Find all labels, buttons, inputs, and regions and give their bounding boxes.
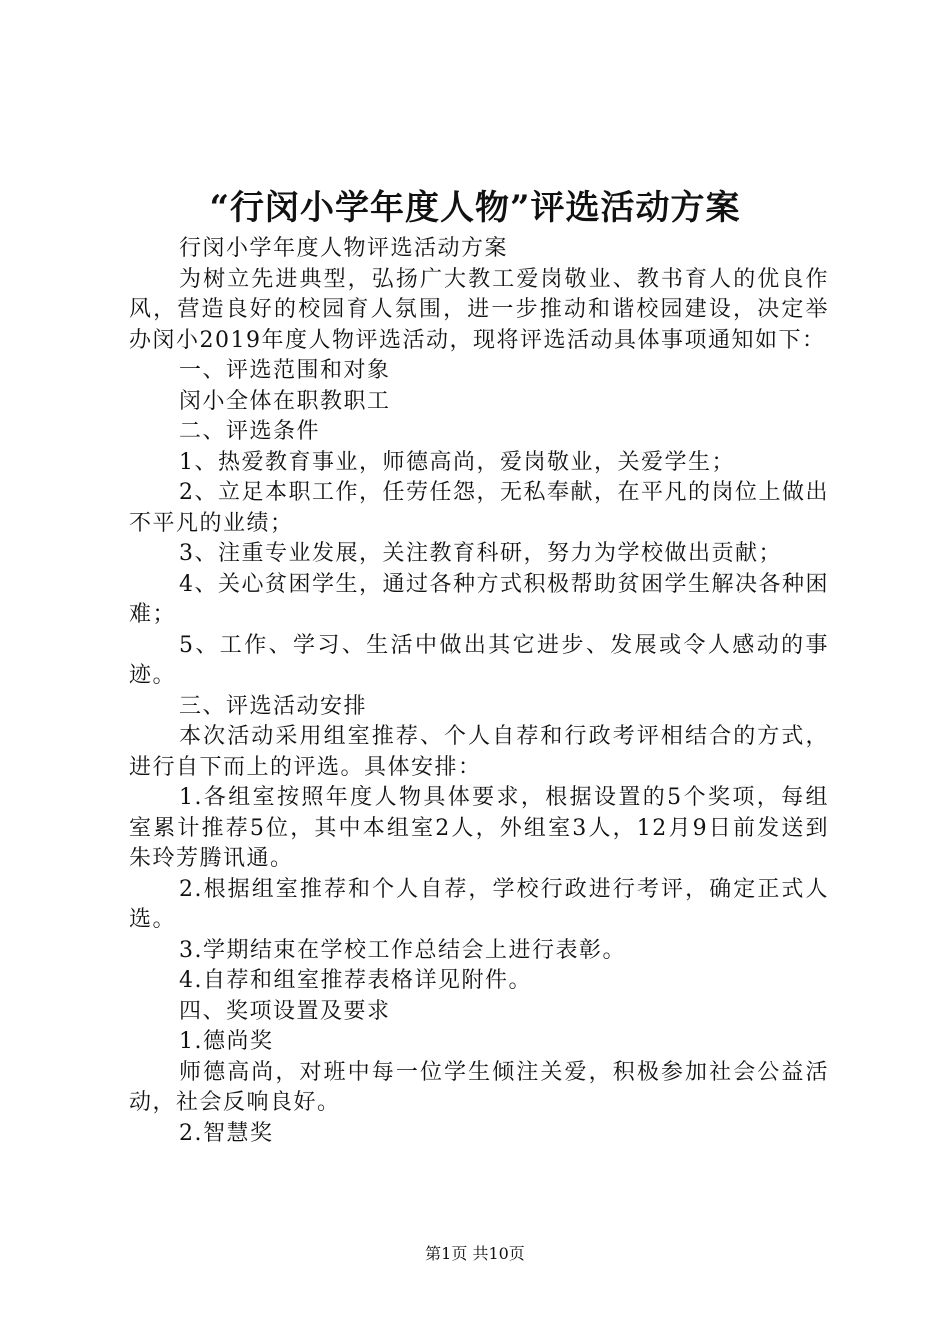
condition-item: 2、立足本职工作，任劳任怨，无私奉献，在平凡的岗位上做出不平凡的业绩； [129, 480, 829, 536]
section-heading-conditions: 二、评选条件 [179, 419, 321, 444]
arrangement-item: 3.学期结束在学校工作总结会上进行表彰。 [179, 937, 626, 963]
award-title: 2.智慧奖 [179, 1120, 274, 1146]
arrangement-item: 1.各组室按照年度人物具体要求，根据设置的5个奖项，每组室累计推荐5位，其中本组室2人，外组室3人，12月9日前发送到朱玲芳腾讯通。 [129, 785, 829, 871]
condition-item: 4、关心贫困学生，通过各种方式积极帮助贫困学生解决各种困难； [129, 571, 829, 627]
section-heading-awards: 四、奖项设置及要求 [179, 998, 391, 1024]
page-number-footer: 第1页 共10页 [425, 1244, 525, 1263]
condition-item: 1、热爱教育事业，师德高尚，爱岗敬业，关爱学生； [179, 449, 735, 475]
paragraph-subtitle: 行闵小学年度人物评选活动方案 [179, 236, 509, 261]
paragraph-scope: 闵小全体在职教职工 [179, 388, 391, 414]
section-heading-arrangement: 三、评选活动安排 [179, 693, 368, 719]
paragraph-intro: 为树立先进典型，弘扬广大教工爱岗敬业、教书育人的优良作风，营造良好的校园育人氛围，进一步推动和谐校园建设，决定举办闵小2019年度人物评选活动，现将评选活动具体事项通知如下： [129, 266, 829, 353]
document-title: “行闵小学年度人物”评选活动方案 [209, 188, 741, 228]
arrangement-item: 2.根据组室推荐和个人自荐，学校行政进行考评，确定正式人选。 [129, 876, 829, 932]
condition-item: 5、工作、学习、生活中做出其它进步、发展或令人感动的事迹。 [129, 632, 829, 688]
award-description: 师德高尚，对班中每一位学生倾注关爱，积极参加社会公益活动，社会反响良好。 [129, 1059, 829, 1115]
award-title: 1.德尚奖 [179, 1029, 274, 1054]
document-body [129, 234, 829, 1149]
section-heading-scope: 一、评选范围和对象 [179, 358, 391, 383]
paragraph-arrangement: 本次活动采用组室推荐、个人自荐和行政考评相结合的方式，进行自下而上的评选。具体安排： [129, 724, 829, 780]
condition-item: 3、注重专业发展，关注教育科研，努力为学校做出贡献； [179, 541, 782, 566]
arrangement-item: 4.自荐和组室推荐表格详见附件。 [179, 968, 532, 993]
